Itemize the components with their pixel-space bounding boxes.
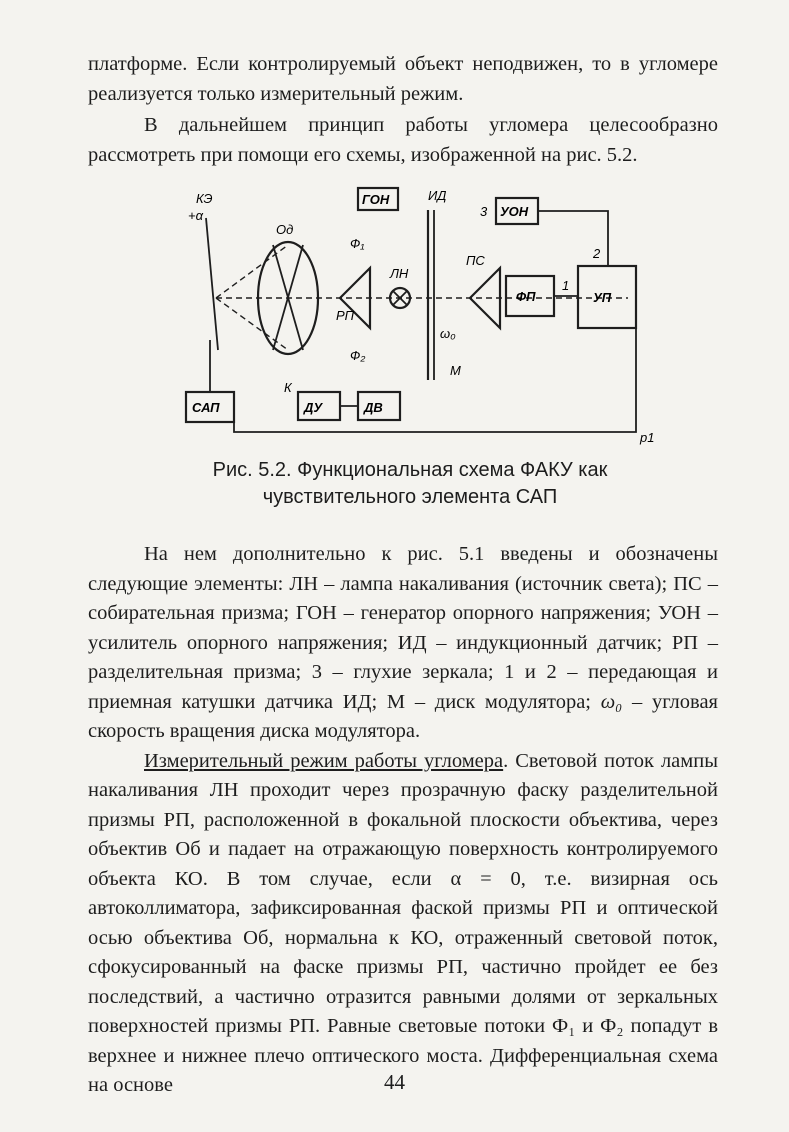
collecting-prism	[470, 268, 500, 328]
figure-caption: Рис. 5.2. Функциональная схема ФАКУ как чувствительного элемента САП	[212, 459, 608, 508]
label-omega: ω₀	[440, 326, 456, 341]
label-od: Од	[276, 222, 294, 237]
label-n3: 3	[480, 204, 488, 219]
label-n2: 2	[593, 246, 601, 261]
control-element-line	[206, 218, 218, 350]
page-number: 44	[384, 1070, 405, 1094]
omega-symbol: ω₀	[600, 690, 623, 713]
body-paragraph-1-text: На нем дополнительно к рис. 5.1 введены и обозначены следующие элементы: ЛН – лампа накаливания (источник света); ПС – собирательная призма; ГОН – генератор опорного напряжения; УОН – усилитель опорного напряжения; ИД – индукционный датчик; РП – разделительная призма; 3 – глухие зеркала; 1 и 2 – передающая и приемная катушки датчика ИД; М – диск модулятора;	[88, 543, 718, 713]
label-phi1: Ф₁	[350, 236, 365, 251]
label-k: К	[284, 380, 292, 395]
label-up: УП	[593, 290, 612, 305]
ray-upper	[216, 245, 288, 298]
body-paragraph-1-end: – угловая скорость вращения диска модулятора.	[88, 690, 718, 742]
intro-text	[88, 50, 718, 170]
label-gon: ГОН	[362, 192, 390, 207]
body-text	[88, 540, 718, 1101]
up-sap-feedback	[234, 328, 636, 432]
label-ln: ЛН	[390, 266, 409, 281]
label-ps: ПС	[466, 253, 485, 268]
body-paragraph-2	[88, 747, 718, 1101]
label-uon: УОН	[500, 204, 529, 219]
label-alpha: +α	[188, 208, 204, 223]
label-id: ИД	[428, 188, 447, 203]
label-ke: КЭ	[196, 191, 213, 206]
label-rp: РП	[336, 308, 355, 323]
body-paragraph-1	[88, 540, 718, 747]
label-m: М	[450, 363, 461, 378]
body-paragraph-2-text: . Световой поток лампы накаливания ЛН проходит через прозрачную фаску разделительной призмы РП, расположенной в фокальной плоскости объектива, через объектив Об и падает на отражающую поверхность контролируемого объекта КО. В том случае, если α = 0, т.е. визирная ось автоколлиматора, зафиксированная фаской призмы РП и оптической осью объектива Об, нормальна к КО, отраженный световой поток, сфокусированный на фаске призмы РП, частично пройдет ее без последствий, а частично отразится равными долями от зеркальных поверхностей призмы РП. Равные световые потоки Ф₁ и Ф₂ попадут в верхнее и нижнее плечо оптического моста. Дифференциальная схема на основе	[88, 749, 718, 1096]
label-dv: ДВ	[364, 400, 383, 415]
measurement-mode-heading: Измерительный режим работы угломера	[144, 749, 504, 772]
ray-lower	[216, 298, 288, 350]
intro-paragraph-1: платформе. Если контролируемый объект неподвижен, то в угломере реализуется только измерительный режим.	[88, 53, 718, 105]
label-du: ДУ	[304, 400, 323, 415]
label-p1: р1	[640, 430, 655, 445]
label-fp: ФП	[516, 289, 536, 304]
faku-schematic-diagram	[88, 170, 718, 460]
intro-paragraph-2: В дальнейшем принцип работы угломера целесообразно рассмотреть при помощи его схемы, изображенной на рис. 5.2.	[88, 114, 718, 166]
label-sap: САП	[192, 400, 220, 415]
label-phi2: Ф₂	[350, 348, 366, 363]
label-n1: 1	[562, 278, 570, 293]
